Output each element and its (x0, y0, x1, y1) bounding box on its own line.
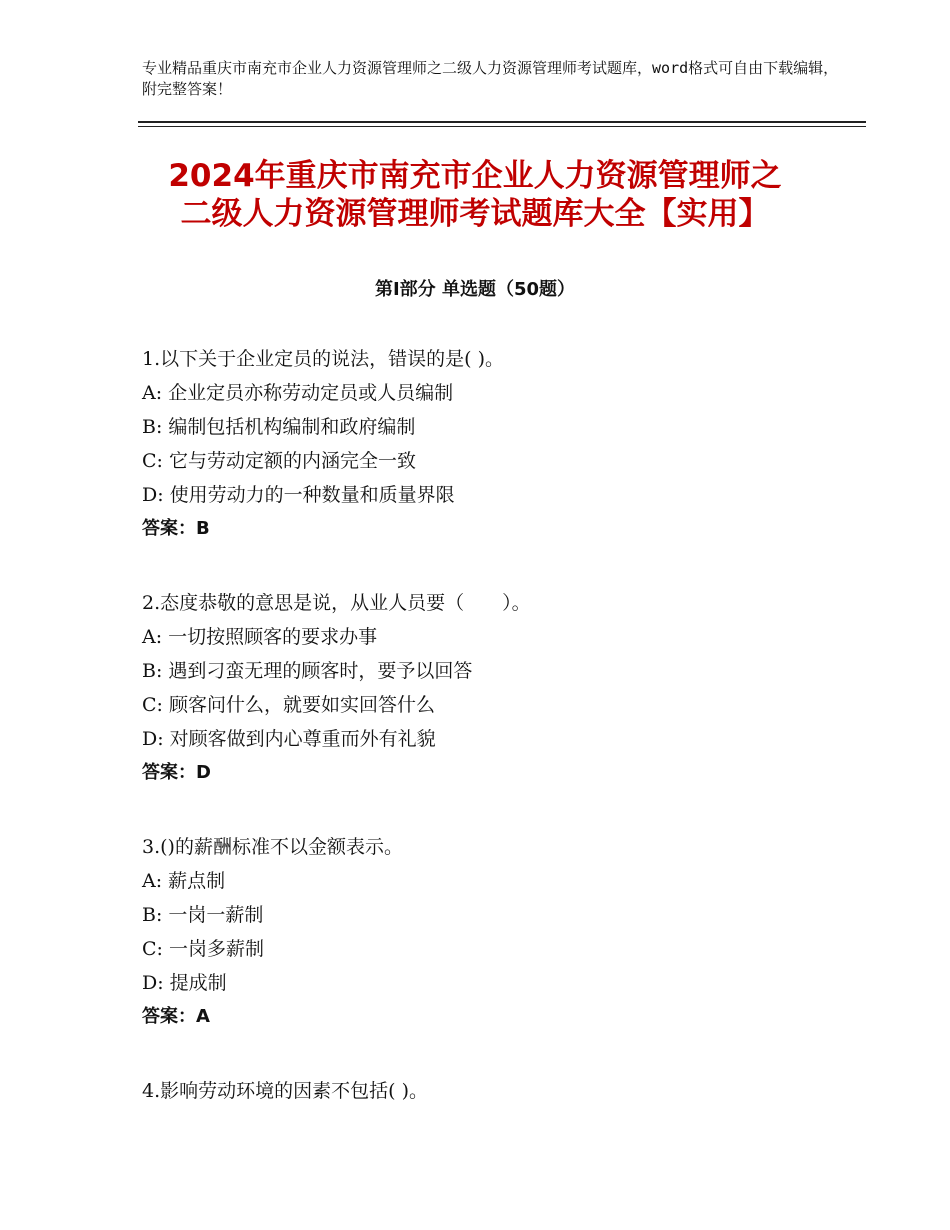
option-c: C: 它与劳动定额的内涵完全一致 (142, 450, 416, 472)
question-stem: 2.态度恭敬的意思是说，从业人员要（ ）。 (142, 592, 531, 614)
option-a: A: 一切按照顾客的要求办事 (142, 626, 378, 648)
answer-label: 答案：B (142, 518, 210, 539)
option-b: B: 编制包括机构编制和政府编制 (142, 416, 416, 438)
option-a: A: 薪点制 (142, 870, 226, 892)
header-rule-thick (138, 121, 866, 123)
option-d: D: 提成制 (142, 972, 227, 994)
document-title (100, 157, 850, 233)
question-2 (142, 586, 862, 790)
question-4 (142, 1074, 862, 1108)
option-c: C: 顾客问什么，就要如实回答什么 (142, 694, 435, 716)
option-d: D: 使用劳动力的一种数量和质量界限 (142, 484, 455, 506)
header-note: 专业精品重庆市南充市企业人力资源管理师之二级人力资源管理师考试题库，word格式可自由下载编辑，附完整答案！ (142, 59, 839, 98)
option-b: B: 一岗一薪制 (142, 904, 264, 926)
option-a: A: 企业定员亦称劳动定员或人员编制 (142, 382, 454, 404)
title-line-1: 2024年重庆市南充市企业人力资源管理师之 (168, 158, 782, 194)
question-1 (142, 342, 862, 546)
header-rule-thin (138, 126, 866, 127)
question-stem: 1.以下关于企业定员的说法，错误的是( )。 (142, 348, 504, 370)
answer-label: 答案：D (142, 762, 211, 783)
option-d: D: 对顾客做到内心尊重而外有礼貌 (142, 728, 436, 750)
option-b: B: 遇到刁蛮无理的顾客时，要予以回答 (142, 660, 473, 682)
title-line-2: 二级人力资源管理师考试题库大全【实用】 (180, 196, 770, 232)
question-3 (142, 830, 862, 1034)
answer-label: 答案：A (142, 1006, 210, 1027)
section-heading: 第Ⅰ部分 单选题（50题） (374, 279, 575, 300)
question-stem: 4.影响劳动环境的因素不包括( )。 (142, 1080, 428, 1102)
option-c: C: 一岗多薪制 (142, 938, 264, 960)
question-list (142, 342, 862, 1148)
question-stem: 3.()的薪酬标准不以金额表示。 (142, 836, 403, 858)
